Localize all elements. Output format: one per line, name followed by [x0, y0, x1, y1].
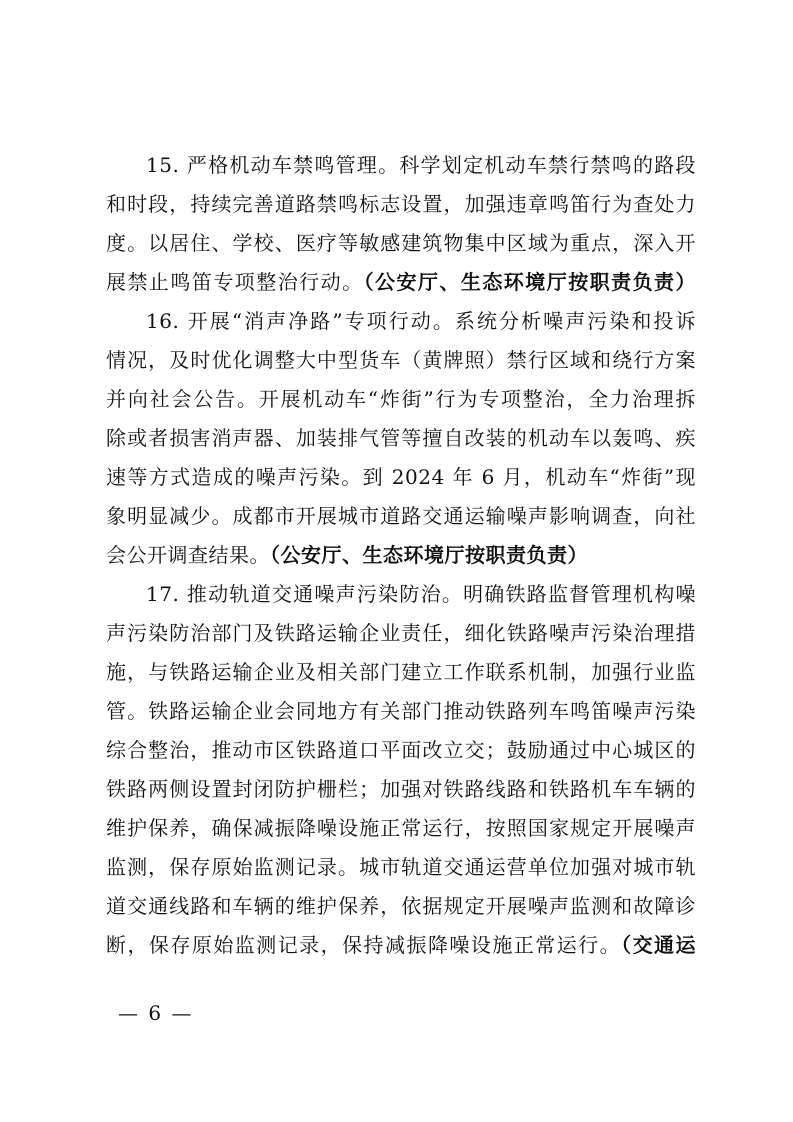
paragraph-16-line [106, 419, 696, 458]
paragraph-17-line [106, 692, 696, 731]
line-text: 速等方式造成的噪声污染。到 2024 年 6 月，机动车“炸街”现 [106, 465, 696, 489]
paragraph-15-line [106, 146, 696, 185]
line-text: 道交通线路和车辆的维护保养，依据规定开展噪声监测和故障诊 [106, 894, 696, 918]
document-body [106, 146, 696, 965]
line-text: 度。以居住、学校、医疗等敏感建筑物集中区域为重点，深入开 [106, 231, 696, 255]
responsibility-note: （交通运 [621, 933, 697, 957]
paragraph-17-line [106, 770, 696, 809]
line-text: 施，与铁路运输企业及相关部门建立工作联系机制，加强行业监 [106, 660, 696, 684]
paragraph-15-line [106, 185, 696, 224]
line-text: 会公开调查结果。 [106, 543, 270, 567]
line-text: 断，保存原始监测记录，保持减振降噪设施正常运行。 [106, 933, 622, 957]
line-text: 展禁止鸣笛专项整治行动。 [106, 270, 364, 294]
line-text: 维护保养，确保减振降噪设施正常运行，按照国家规定开展噪声 [106, 816, 696, 840]
paragraph-17-line [106, 653, 696, 692]
line-text: 管。铁路运输企业会同地方有关部门推动铁路列车鸣笛噪声污染 [106, 699, 696, 723]
line-text: 17. 推动轨道交通噪声污染防治。明确铁路监督管理机构噪 [146, 582, 696, 606]
line-text: 并向社会公告。开展机动车“炸街”行为专项整治，全力治理拆 [106, 387, 696, 411]
paragraph-17-line [106, 731, 696, 770]
paragraph-17-line [106, 848, 696, 887]
paragraph-17-line [106, 809, 696, 848]
line-text: 16. 开展“消声净路”专项行动。系统分析噪声污染和投诉 [146, 309, 696, 333]
page-number: — 6 — [118, 1001, 194, 1025]
line-text: 象明显减少。成都市开展城市道路交通运输噪声影响调查，向社 [106, 504, 696, 528]
line-text: 铁路两侧设置封闭防护栅栏；加强对铁路线路和铁路机车车辆的 [106, 777, 696, 801]
line-text: 综合整治，推动市区铁路道口平面改立交；鼓励通过中心城区的 [106, 738, 696, 762]
paragraph-17-line [106, 887, 696, 926]
line-text: 和时段，持续完善道路禁鸣标志设置，加强违章鸣笛行为查处力 [106, 192, 696, 216]
responsibility-note: （公安厅、生态环境厅按职责负责） [270, 543, 588, 567]
line-text: 15. 严格机动车禁鸣管理。科学划定机动车禁行禁鸣的路段 [146, 153, 696, 177]
paragraph-16-line [106, 380, 696, 419]
line-text: 声污染防治部门及铁路运输企业责任，细化铁路噪声污染治理措 [106, 621, 696, 645]
line-text: 情况，及时优化调整大中型货车（黄牌照）禁行区域和绕行方案 [106, 348, 696, 372]
paragraph-16-line [106, 497, 696, 536]
paragraph-15-line [106, 263, 696, 302]
paragraph-16-line [106, 341, 696, 380]
paragraph-15-line [106, 224, 696, 263]
line-text: 除或者损害消声器、加装排气管等擅自改装的机动车以轰鸣、疾 [106, 426, 696, 450]
paragraph-16-line [106, 458, 696, 497]
paragraph-16-line [106, 302, 696, 341]
line-text: 监测，保存原始监测记录。城市轨道交通运营单位加强对城市轨 [106, 855, 696, 879]
paragraph-17-line [106, 575, 696, 614]
paragraph-16-line [106, 536, 696, 575]
responsibility-note: （公安厅、生态环境厅按职责负责） [363, 270, 697, 294]
paragraph-17-line [106, 614, 696, 653]
paragraph-17-line [106, 926, 696, 965]
